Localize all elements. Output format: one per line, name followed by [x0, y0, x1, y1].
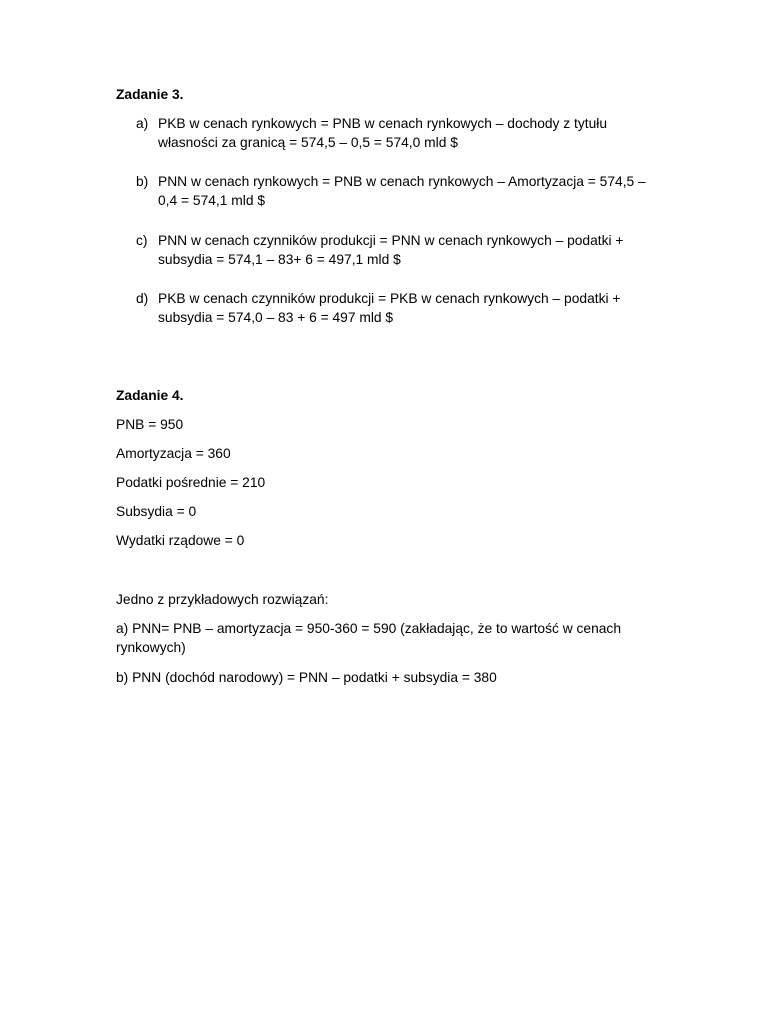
- task3-item-c: [136, 231, 656, 269]
- task3-heading: Zadanie 3.: [116, 87, 184, 102]
- solution-a: a) PNN= PNB – amortyzacja = 950-360 = 590 (zakładając, że to wartość w cenach rynkowych): [116, 621, 621, 655]
- solution-b: b) PNN (dochód narodowy) = PNN – podatki + subsydia = 380: [116, 670, 497, 685]
- given-subsydia: Subsydia = 0: [116, 504, 197, 519]
- list-item-text: PNN w cenach czynników produkcji = PNN w cenach rynkowych – podatki + subsydia = 574,1 – 83+ 6 = 497,1 mld $: [158, 233, 624, 267]
- given-amortyzacja: Amortyzacja = 360: [116, 446, 231, 461]
- task3-item-a: [136, 114, 656, 152]
- list-item-text: PKB w cenach rynkowych = PNB w cenach rynkowych – dochody z tytułu własności za granicą = 574,5 – 0,5 = 574,0 mld $: [158, 116, 607, 150]
- solution-intro: Jedno z przykładowych rozwiązań:: [116, 592, 329, 607]
- task4-heading: Zadanie 4.: [116, 388, 184, 403]
- list-marker: b): [136, 174, 149, 189]
- list-item-text: PNN w cenach rynkowych = PNB w cenach rynkowych – Amortyzacja = 574,5 – 0,4 = 574,1 mld $: [158, 174, 646, 208]
- given-pnb: PNB = 950: [116, 417, 184, 432]
- list-item-text: PKB w cenach czynników produkcji = PKB w cenach rynkowych – podatki + subsydia = 574,0 – 83 + 6 = 497 mld $: [158, 291, 621, 325]
- task3-item-d: [136, 289, 656, 327]
- list-marker: d): [136, 291, 149, 306]
- task3-item-b: [136, 172, 656, 210]
- list-marker: a): [136, 116, 149, 131]
- given-wydatki: Wydatki rządowe = 0: [116, 533, 245, 548]
- list-marker: c): [136, 233, 148, 248]
- given-podatki: Podatki pośrednie = 210: [116, 475, 266, 490]
